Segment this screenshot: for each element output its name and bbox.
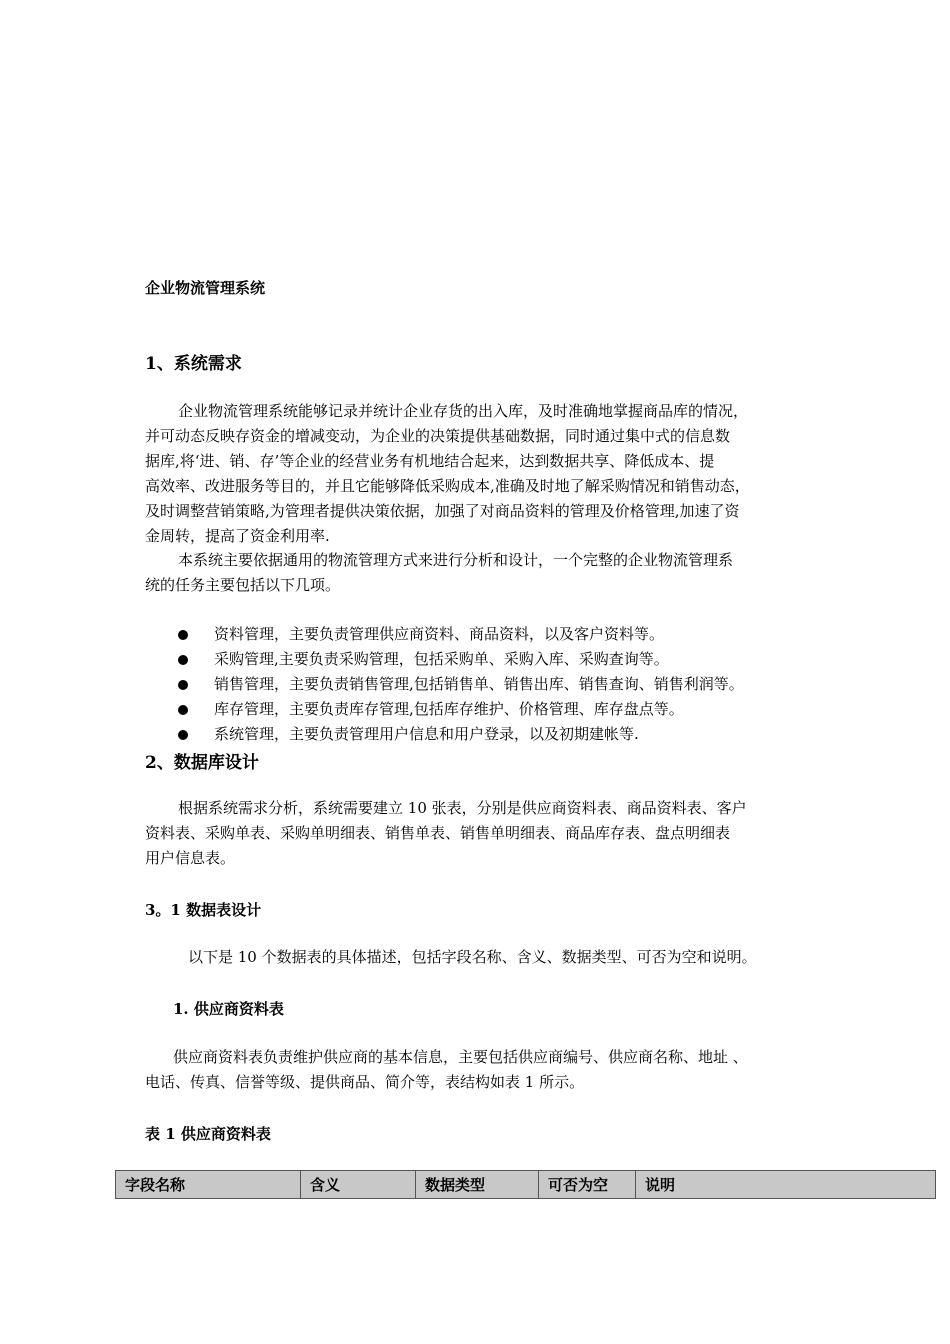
paragraph-line: 金周转，提高了资金利用率. — [145, 527, 330, 545]
paragraph-line: 高效率、改进服务等目的，并且它能够降低采购成本,准确及时地了解采购情况和销售动态， — [145, 477, 750, 495]
bullet-item: 销售管理，主要负责销售管理,包括销售单、销售出库、销售查询、销售利润等。 — [178, 672, 838, 697]
paragraph-line: 以下是 10 个数据表的具体描述，包括字段名称、含义、数据类型、可否为空和说明。 — [188, 948, 757, 966]
supplier-table-description — [145, 1045, 825, 1095]
bullet-dot-icon — [178, 680, 188, 690]
paragraph-line: 用户信息表。 — [145, 849, 236, 867]
section-heading-requirements: 1、系统需求 — [145, 354, 242, 374]
paragraph-line: 企业物流管理系统能够记录并统计企业存货的出入库，及时准确地掌握商品库的情况， — [178, 402, 749, 420]
paragraph-line: 及时调整营销策略,为管理者提供决策依据，加强了对商品资料的管理及价格管理,加速了资 — [145, 502, 740, 520]
bullet-dot-icon — [178, 705, 188, 715]
bullet-dot-icon — [178, 630, 188, 640]
bullet-dot-icon — [178, 655, 188, 665]
paragraph-line: 根据系统需求分析，系统需要建立 10 张表，分别是供应商资料表、商品资料表、客户 — [178, 799, 747, 817]
bullet-dot-icon — [178, 730, 188, 740]
table-header-row — [116, 1171, 936, 1199]
requirements-paragraph-1 — [145, 399, 825, 549]
supplier-table — [115, 1170, 936, 1199]
subsection-heading-supplier-table: 1. 供应商资料表 — [173, 1000, 284, 1018]
section-heading-database-design: 2、数据库设计 — [145, 753, 259, 773]
table-caption: 表 1 供应商资料表 — [145, 1125, 271, 1143]
paragraph-line: 统的任务主要包括以下几项。 — [145, 576, 341, 594]
paragraph-line: 电话、传真、信誉等级、提供商品、简介等，表结构如表 1 所示。 — [145, 1073, 585, 1091]
table-header-cell: 数据类型 — [416, 1171, 539, 1199]
table-design-intro — [145, 945, 825, 970]
task-bullet-list — [178, 622, 838, 747]
bullet-item: 系统管理，主要负责管理用户信息和用户登录，以及初期建帐等. — [178, 722, 838, 747]
table-header-cell: 字段名称 — [116, 1171, 301, 1199]
table-header-cell: 可否为空 — [539, 1171, 636, 1199]
document-title: 企业物流管理系统 — [145, 279, 266, 297]
paragraph-line: 资料表、采购单表、采购单明细表、销售单表、销售单明细表、商品库存表、盘点明细表 — [145, 824, 731, 842]
table-header-cell: 含义 — [301, 1171, 416, 1199]
paragraph-line: 并可动态反映存资金的增减变动，为企业的决策提供基础数据，同时通过集中式的信息数 — [145, 427, 731, 445]
paragraph-line: 据库,将‘进、销、存’等企业的经营业务有机地结合起来，达到数据共享、降低成本、提 — [145, 452, 715, 470]
paragraph-line: 供应商资料表负责维护供应商的基本信息，主要包括供应商编号、供应商名称、地址 、 — [173, 1048, 748, 1066]
database-design-paragraph — [145, 796, 825, 871]
bullet-item: 库存管理，主要负责库存管理,包括库存维护、价格管理、库存盘点等。 — [178, 697, 838, 722]
requirements-paragraph-2 — [145, 548, 825, 598]
section-heading-table-design: 3。1 数据表设计 — [145, 901, 262, 919]
table-header-cell: 说明 — [636, 1171, 936, 1199]
paragraph-line: 本系统主要依据通用的物流管理方式来进行分析和设计，一个完整的企业物流管理系 — [178, 551, 734, 569]
bullet-item: 采购管理,主要负责采购管理，包括采购单、采购入库、采购查询等。 — [178, 647, 838, 672]
bullet-item: 资料管理，主要负责管理供应商资料、商品资料，以及客户资料等。 — [178, 622, 838, 647]
